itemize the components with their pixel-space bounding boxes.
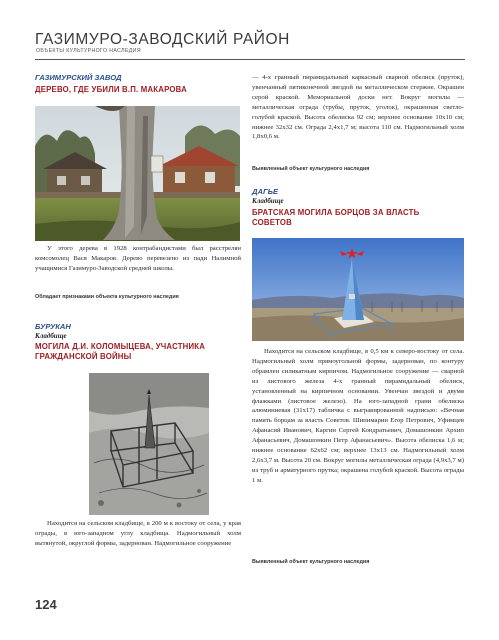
- column2-top-text: [252, 73, 464, 142]
- tree-photo: [35, 106, 240, 241]
- section1-status-note: Обладает признаками объекта культурного наследия: [35, 294, 179, 300]
- section3-type: Кладбище: [252, 197, 284, 205]
- section3-text: [252, 347, 464, 486]
- section2-title: МОГИЛА Д.И. КОЛОМЫЦЕВА, УЧАСТНИКА ГРАЖДАНСКОЙ ВОЙНЫ: [35, 342, 206, 361]
- section3-title: БРАТСКАЯ МОГИЛА БОРЦОВ ЗА ВЛАСТЬ СОВЕТОВ: [252, 208, 420, 227]
- header-divider: [35, 59, 465, 60]
- section1-text: [35, 244, 241, 274]
- column2-status-note: Выявленный объект культурного наследия: [252, 166, 370, 172]
- section3-place: ДАГЬЕ: [252, 187, 279, 196]
- obelisk-photo: [252, 238, 464, 341]
- section1-title: ДЕРЕВО, ГДЕ УБИЛИ В.П. МАКАРОВА: [35, 85, 187, 94]
- region-subtitle: ОБЪЕКТЫ КУЛЬТУРНОГО НАСЛЕДИЯ: [36, 48, 141, 54]
- section2-text: [35, 519, 241, 549]
- section3-status-note: Выявленный объект культурного наследия: [252, 559, 370, 565]
- section2-place: БУРУКАН: [35, 322, 71, 331]
- section1-place: ГАЗИМУРСКИЙ ЗАВОД: [35, 73, 122, 82]
- section2-type: Кладбище: [35, 332, 67, 340]
- region-title: ГАЗИМУРО-ЗАВОДСКИЙ РАЙОН: [35, 31, 290, 48]
- page-number: 124: [35, 597, 57, 612]
- grave-photo: [89, 373, 209, 515]
- section2-paragraph: Находится на сельском кладбище, в 200 м к востоку от села, у края ограды, в юго-западном углу кладбища. Надмогильный холм вытянутой, округлой формы, задернован. Надмогильное сооружение: [35, 520, 241, 547]
- column2-top-paragraph: — 4-х гранный пирамидальный каркасный сварной обелиск (пруток), увенчанный пятиконечной звездой на металлическом стержне. Окрашен серой краской. Мемориальной доски нет. Вокруг могилы — металлическая ограда (трубы, пруток, уголок), окрашенная светло-голубой краской. Высота обелиска 92 см; верхнее основание 10х10 см; нижнее 32х32 см. Ограда 2,4х1,7 м; высота 110 см. Надмогильный холм 1,8х0,6 м.: [252, 74, 464, 141]
- section3-paragraph: Находится на сельском кладбище, в 0,5 км к северо-востоку от села. Надмогильный холм прямоугольной формы, задернован, по контуру обрамлен силикатным кирпичом. Надмогильное сооружение — сварной из листового железа 4-х гранный пирамидальный обелиск, установленный на кирпичном основании. Увенчан звездой и двумя флажками (листовое железо). На юго-западной грани обелиска алюминиевая (31х17) табличка с выгравированной надписью: «Вечная память борцам за власть Советов. Шипимарин Егор Петрович, Уфимцев Афанасий Иванович, Каргин Сергей Кондратьевич, Домашонкин Архип Афанасьевич, Домашонкин Петр Афанасьевич». Высота обелиска 1,6 м; нижнее основание 62х62 см; верхнее 13х13 см. Надмогильный холм 2,6х3,7 м. Высота 20 см. Вокруг могилы металлическая ограда (4,9х3,7 м) из труб и арматурного прутка; окрашена голубой краской. Высота ограды 1 м.: [252, 348, 464, 484]
- section1-paragraph: У этого дерева в 1928 контрабандистами был расстрелян комсомолец Вася Макаров. Дерево перевезено из пади Налимной учащимися Газимуро-Заводской средней школы.: [35, 245, 241, 272]
